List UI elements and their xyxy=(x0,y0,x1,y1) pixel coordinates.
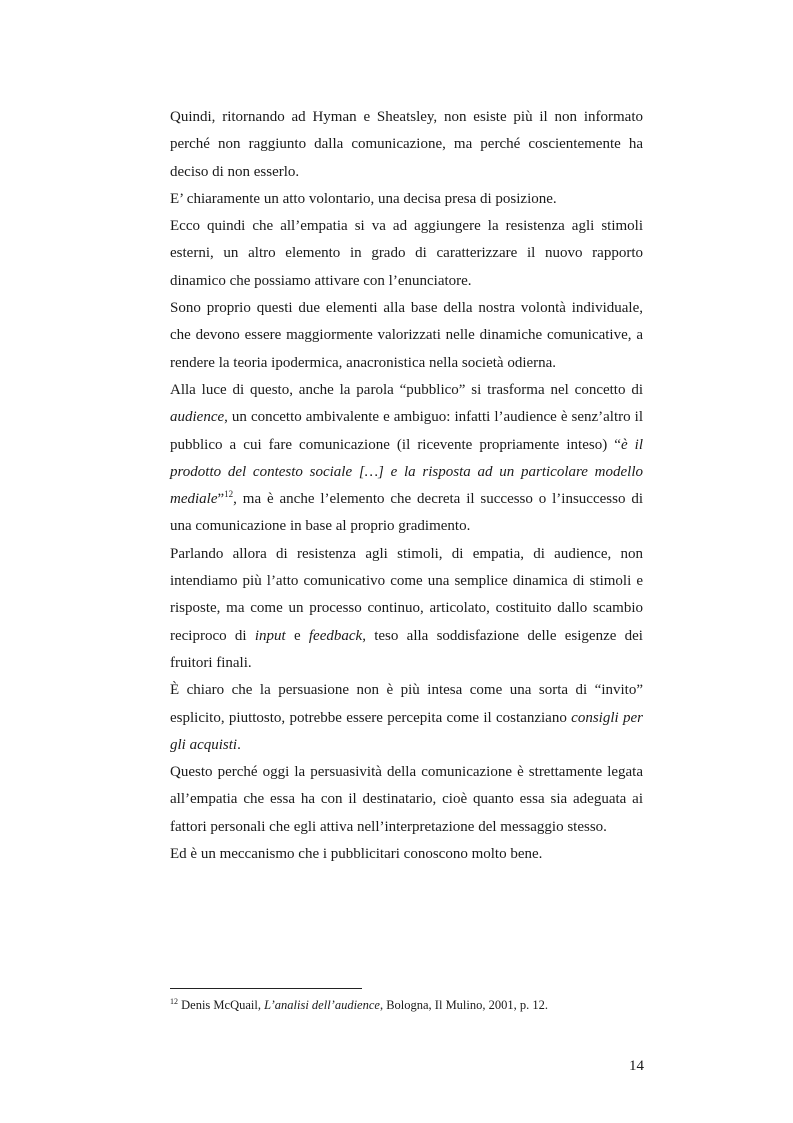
paragraph xyxy=(170,377,643,541)
paragraph xyxy=(170,104,643,186)
italic-term: input xyxy=(254,627,286,644)
text-run: Quindi, ritornando ad Hyman e Sheatsley, non esiste più il non informato perché non raggiunto dalla comunicazione, ma perché coscientemente ha deciso di non esserlo. xyxy=(170,109,643,180)
footnote-citation: , Bologna, Il Mulino, 2001, p. 12. xyxy=(379,998,549,1012)
text-run: Sono proprio questi due elementi alla base della nostra volontà individuale, che devono essere maggiormente valorizzati nelle dinamiche comunicative, a rendere la teoria ipodermica, anacronistica nella società odierna. xyxy=(170,300,643,371)
paragraph xyxy=(170,186,643,213)
italic-term: consigli per gli acquisti xyxy=(170,709,643,753)
text-run: . xyxy=(237,736,241,753)
footnote xyxy=(170,997,650,1013)
text-run: Ed è un meccanismo che i pubblicitari conoscono molto bene. xyxy=(170,846,543,863)
text-run: e xyxy=(285,627,309,644)
text-run: E’ chiaramente un atto volontario, una decisa presa di posizione. xyxy=(170,190,557,207)
footnote-divider xyxy=(170,988,362,989)
text-run: Ecco quindi che all’empatia si va ad aggiungere la resistenza agli stimoli esterni, un altro elemento in grado di caratterizzare il nuovo rapporto dinamico che possiamo attivare con l’enunciatore. xyxy=(170,218,643,289)
italic-quote: è il prodotto del contesto sociale […] e la risposta ad un particolare modello mediale xyxy=(170,436,643,508)
text-run: , un concetto ambivalente e ambiguo: infatti l’audience è senz’altro il pubblico a cui fare comunicazione (il ricevente propriamente inteso) “ xyxy=(170,409,643,453)
paragraph xyxy=(170,841,643,868)
paragraph xyxy=(170,677,643,759)
footnote-title: L’analisi dell’audience xyxy=(264,998,380,1012)
italic-term: audience xyxy=(170,409,225,426)
text-run: ” xyxy=(217,491,225,508)
text-run: Questo perché oggi la persuasività della comunicazione è strettamente legata all’empatia che essa ha con il destinatario, cioè quanto essa sia adeguata ai fattori personali che egli attiva nell’interpretazione del messaggio stesso. xyxy=(170,764,643,835)
paragraph xyxy=(170,213,643,295)
text-run: , teso alla soddisfazione delle esigenze dei fruitori finali. xyxy=(170,627,643,671)
body-text xyxy=(170,104,643,868)
footnote-author: Denis McQuail, xyxy=(178,998,265,1012)
footnote-marker: 12 xyxy=(170,996,178,1006)
text-run: Alla luce di questo, anche la parola “pubblico” si trasforma nel concetto di xyxy=(170,381,643,398)
italic-term: feedback xyxy=(308,627,363,644)
paragraph xyxy=(170,541,643,677)
page-number: 14 xyxy=(629,1058,644,1074)
footnote-reference[interactable]: 12 xyxy=(224,489,234,500)
paragraph xyxy=(170,759,643,841)
text-run: Parlando allora di resistenza agli stimoli, di empatia, di audience, non intendiamo più l’atto comunicativo come una semplice dinamica di stimoli e risposte, ma come un processo continuo, articolato, costituito dallo scambio reciproco di xyxy=(170,545,643,644)
text-run: , ma è anche l’elemento che decreta il successo o l’insuccesso di una comunicazione in base al proprio gradimento. xyxy=(170,491,643,535)
text-run: È chiaro che la persuasione non è più intesa come una sorta di “invito” esplicito, piuttosto, potrebbe essere percepita come il costanziano xyxy=(170,682,643,726)
paragraph xyxy=(170,295,643,377)
